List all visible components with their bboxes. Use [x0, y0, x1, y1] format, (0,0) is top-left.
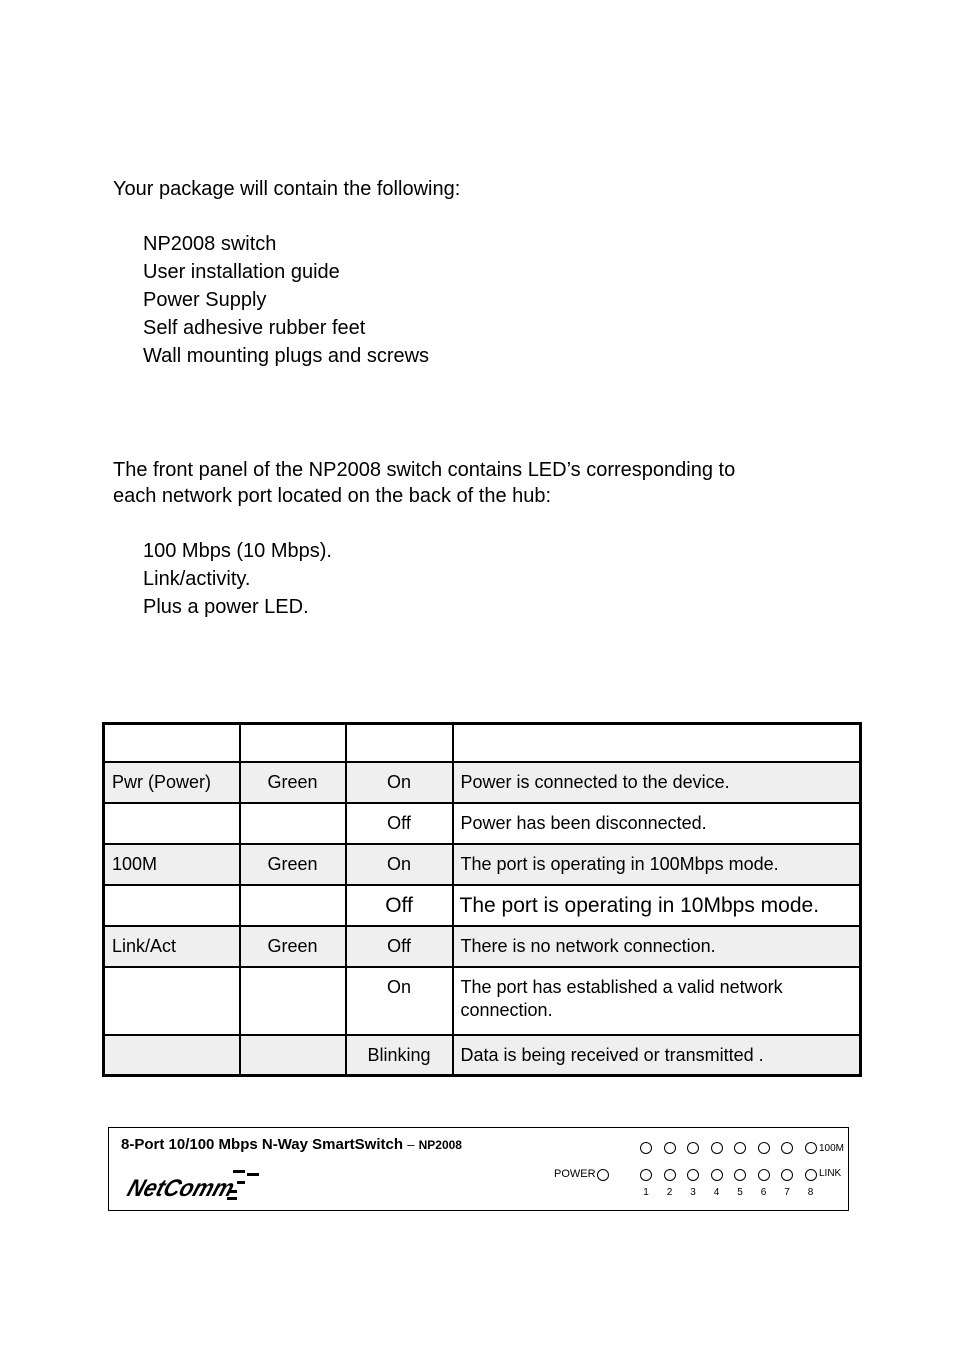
- table-cell: Pwr (Power): [104, 762, 240, 803]
- led-100m-port-4-icon: [711, 1142, 723, 1154]
- table-cell: Power has been disconnected.: [453, 803, 861, 844]
- table-cell: Off: [346, 803, 453, 844]
- package-list: [143, 230, 429, 370]
- table-row: [104, 803, 861, 844]
- table-row: [104, 1035, 861, 1076]
- port-number-label: 8: [807, 1187, 814, 1198]
- table-row: [104, 885, 861, 926]
- table-cell: [240, 967, 346, 1035]
- led-link-port-8-icon: [805, 1169, 817, 1181]
- table-cell: [104, 967, 240, 1035]
- led-link-port-3-icon: [687, 1169, 699, 1181]
- list-item: NP2008 switch: [143, 233, 277, 255]
- port-number-label: 4: [713, 1187, 720, 1198]
- led-100m-port-1-icon: [640, 1142, 652, 1154]
- led-link-port-2-icon: [664, 1169, 676, 1181]
- led-100m-port-7-icon: [781, 1142, 793, 1154]
- table-cell: [240, 1035, 346, 1076]
- table-cell: Blinking: [346, 1035, 453, 1076]
- led-link-port-4-icon: [711, 1169, 723, 1181]
- led-100m-port-3-icon: [687, 1142, 699, 1154]
- header-cell: [346, 724, 453, 763]
- list-item: Self adhesive rubber feet: [143, 317, 366, 339]
- table-cell: [104, 1035, 240, 1076]
- header-cell: [104, 724, 240, 763]
- table-cell: Off: [346, 885, 453, 926]
- led-link-port-5-icon: [734, 1169, 746, 1181]
- table-cell: Green: [240, 844, 346, 885]
- list-item: Power Supply: [143, 289, 267, 311]
- table-row: [104, 967, 861, 1035]
- port-number-label: 2: [666, 1187, 673, 1198]
- row-label-100m: 100M: [819, 1143, 845, 1154]
- table-cell: [104, 885, 240, 926]
- header-cell: [453, 724, 861, 763]
- table-cell: Green: [240, 762, 346, 803]
- list-item: 100 Mbps (10 Mbps).: [143, 540, 332, 562]
- led-link-port-7-icon: [781, 1169, 793, 1181]
- table-cell: Data is being received or transmitted .: [453, 1035, 861, 1076]
- table-cell: [240, 885, 346, 926]
- power-led-label: POWER: [554, 1168, 596, 1180]
- list-item: Link/activity.: [143, 568, 251, 590]
- table-cell: On: [346, 844, 453, 885]
- port-number-label: 3: [690, 1187, 696, 1198]
- front-panel-intro-line2: each network port located on the back of the hub:: [113, 485, 552, 507]
- table-row: [104, 762, 861, 803]
- table-row: [104, 926, 861, 967]
- panel-model: NP2008: [418, 1138, 462, 1152]
- led-table: [102, 722, 862, 1077]
- led-100m-port-5-icon: [734, 1142, 746, 1154]
- row-label-link: LINK: [819, 1168, 842, 1179]
- table-cell: The port has established a valid network connection.: [453, 967, 861, 1035]
- led-100m-port-6-icon: [758, 1142, 770, 1154]
- panel-separator: –: [407, 1137, 415, 1152]
- panel-product-name: 8-Port 10/100 Mbps N-Way SmartSwitch: [121, 1136, 404, 1153]
- led-link-port-1-icon: [640, 1169, 652, 1181]
- port-number-label: 6: [760, 1187, 767, 1198]
- port-number-label: 7: [784, 1187, 790, 1198]
- netcomm-logo: [121, 1168, 271, 1202]
- led-100m-port-8-icon: [805, 1142, 817, 1154]
- table-row: [104, 844, 861, 885]
- port-number-label: 1: [643, 1187, 649, 1198]
- table-cell: On: [346, 967, 453, 1035]
- table-header-row: [104, 724, 861, 763]
- list-item: Wall mounting plugs and screws: [143, 345, 430, 367]
- table-cell: There is no network connection.: [453, 926, 861, 967]
- port-number-label: 5: [737, 1187, 743, 1198]
- table-cell: [104, 803, 240, 844]
- table-cell: The port is operating in 10Mbps mode.: [453, 885, 861, 926]
- package-intro: Your package will contain the following:: [113, 178, 461, 200]
- table-cell: 100M: [104, 844, 240, 885]
- table-cell: Green: [240, 926, 346, 967]
- front-panel-intro-line1: The front panel of the NP2008 switch contains LED’s corresponding to: [113, 459, 736, 481]
- front-panel-intro: [113, 457, 735, 509]
- list-item: User installation guide: [143, 261, 340, 283]
- list-item: Plus a power LED.: [143, 596, 309, 618]
- table-cell: On: [346, 762, 453, 803]
- table-cell: [240, 803, 346, 844]
- led-link-port-6-icon: [758, 1169, 770, 1181]
- power-led-icon: [597, 1169, 609, 1181]
- table-cell: Off: [346, 926, 453, 967]
- header-cell: [240, 724, 346, 763]
- table-cell: Link/Act: [104, 926, 240, 967]
- front-panel-illustration: [108, 1127, 849, 1211]
- panel-title: [121, 1136, 462, 1153]
- led-list: [143, 537, 332, 621]
- table-cell: The port is operating in 100Mbps mode.: [453, 844, 861, 885]
- table-cell: Power is connected to the device.: [453, 762, 861, 803]
- brand-logotype: NetComm: [124, 1175, 246, 1202]
- led-100m-port-2-icon: [664, 1142, 676, 1154]
